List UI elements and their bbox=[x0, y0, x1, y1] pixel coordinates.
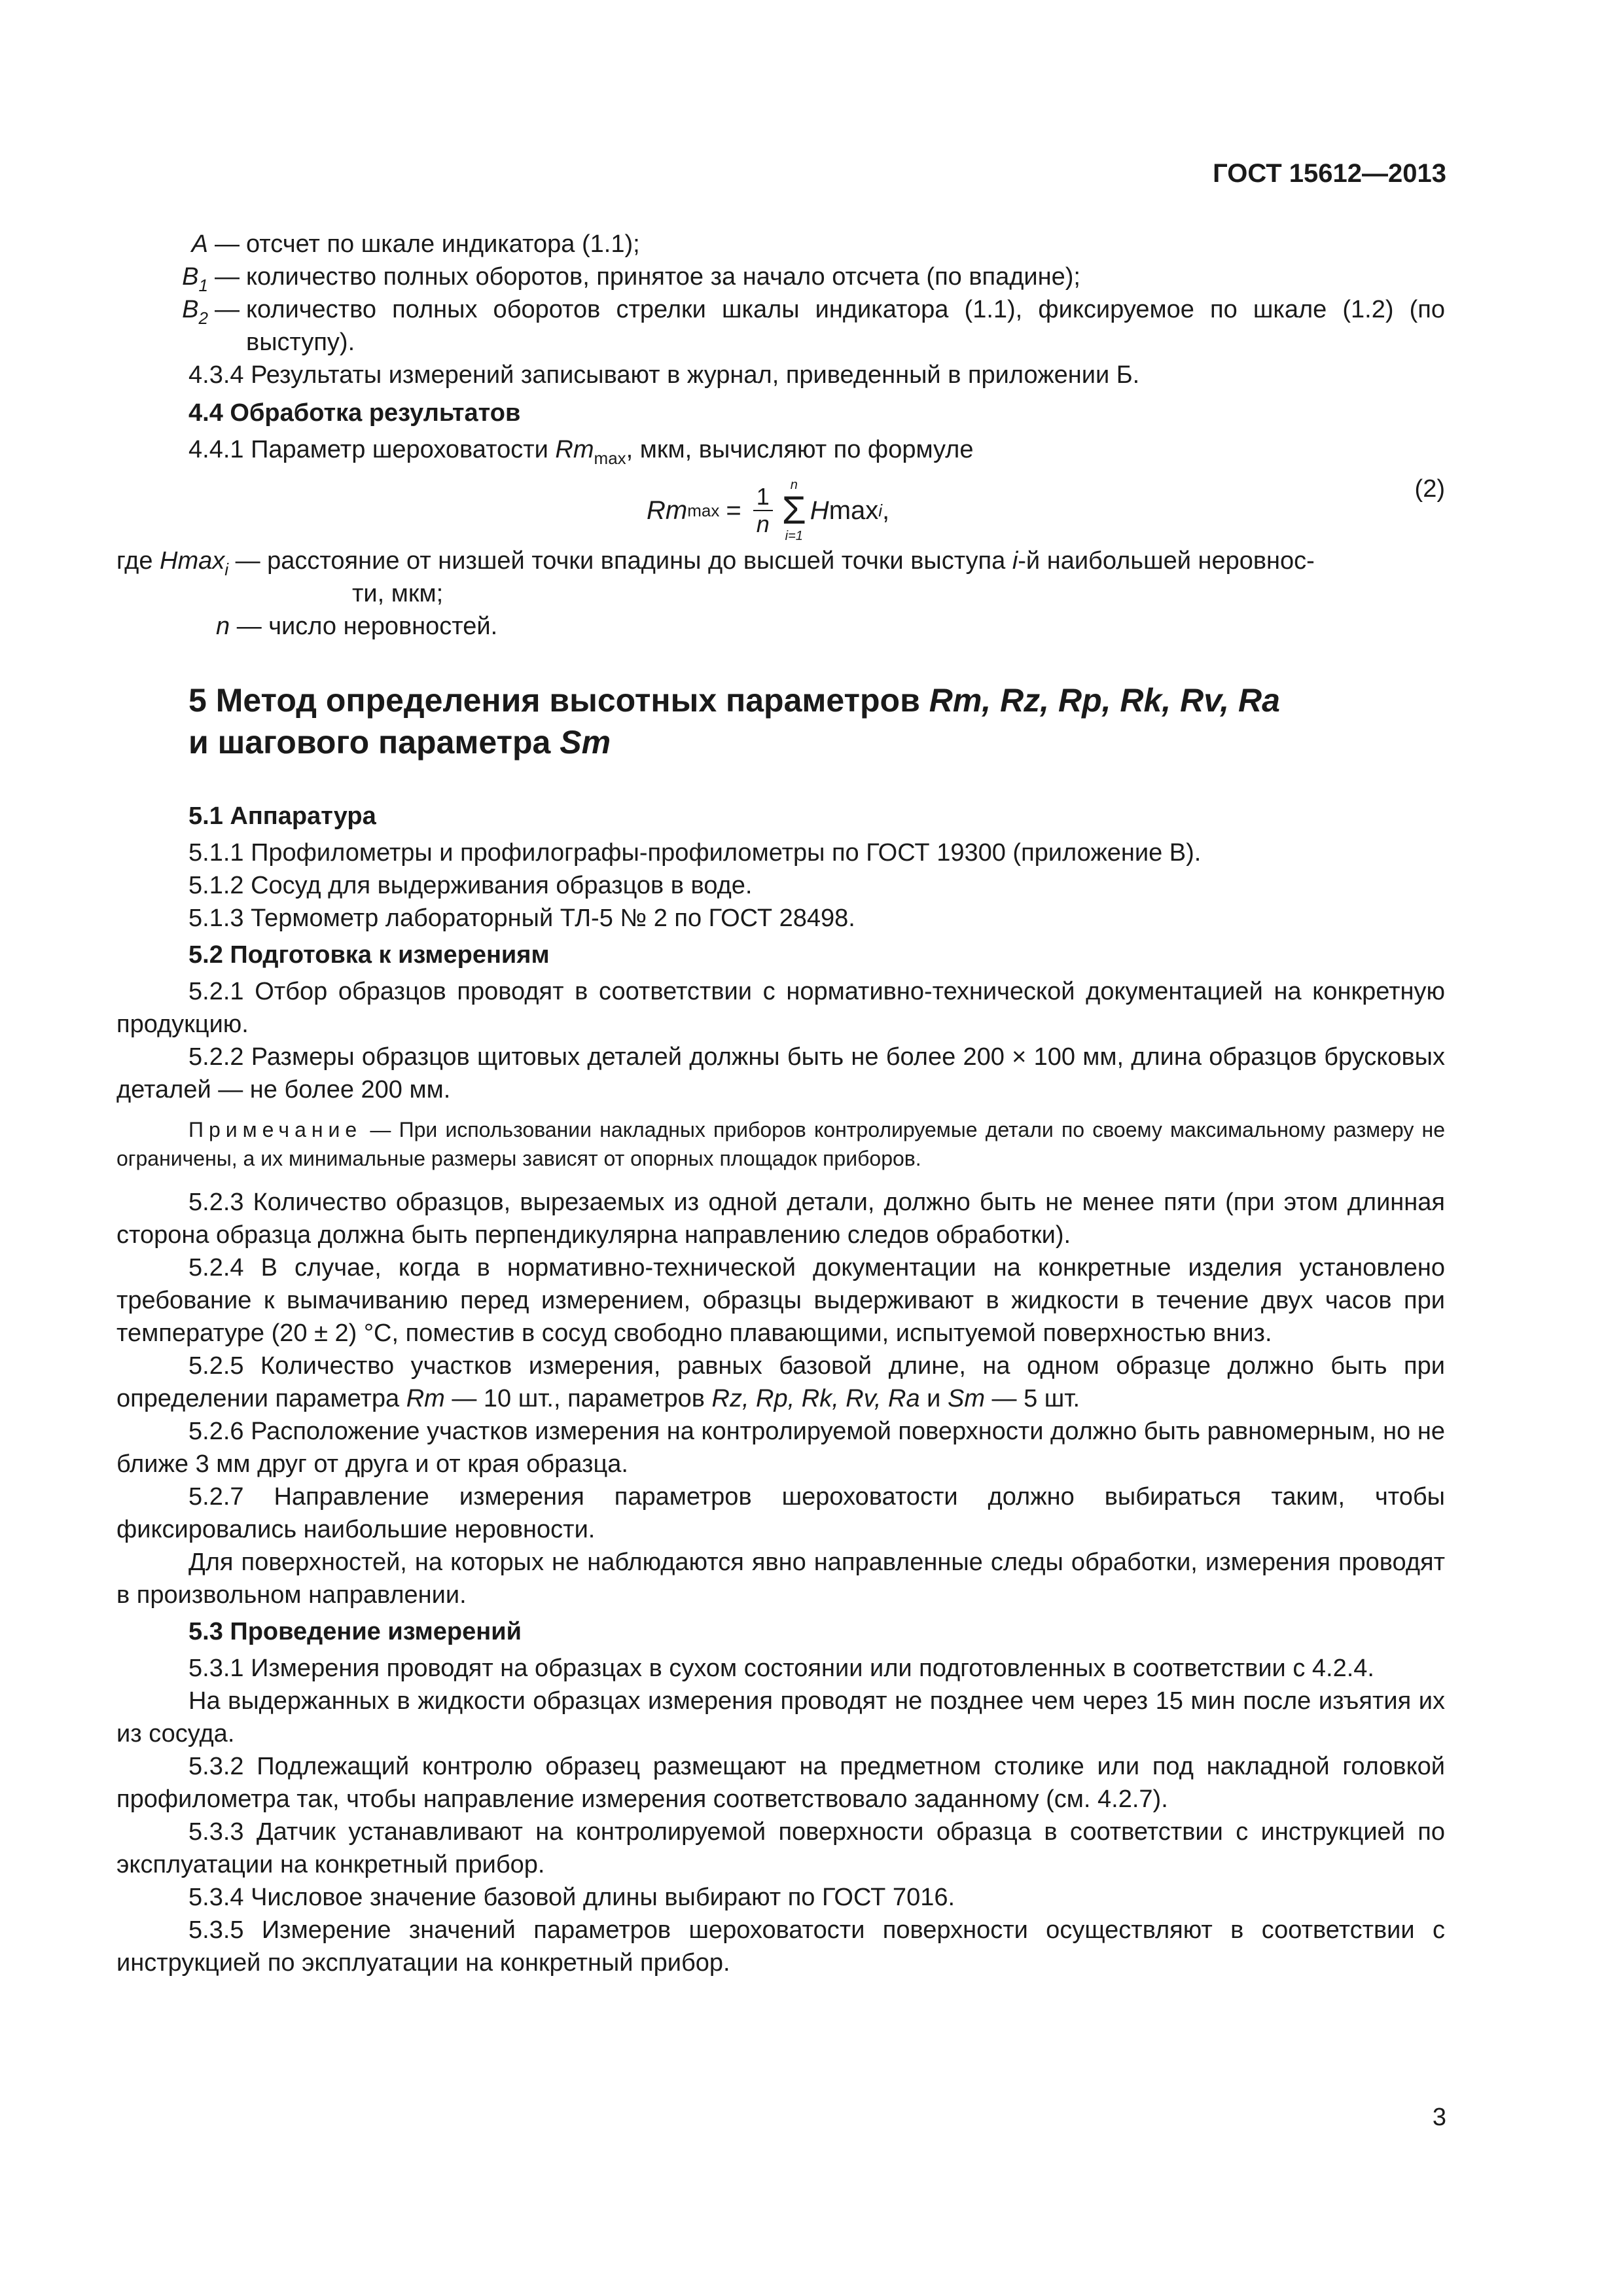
definition-B2 bbox=[116, 293, 1445, 359]
paragraph-5-2-7-b: Для поверхностей, на которых не наблюдаются явно направленные следы обработки, измерения проводят в произвольном направлении. bbox=[116, 1549, 1445, 1609]
page-number: 3 bbox=[1432, 2104, 1446, 2131]
definition-symbol: A bbox=[191, 230, 208, 258]
paragraph-5-3-1: 5.3.1 Измерения проводят на образцах в сухом состоянии или подготовленных в соответствии с 4.2.4. bbox=[188, 1655, 1374, 1682]
note bbox=[116, 1115, 1445, 1173]
heading-5-2: 5.2 Подготовка к измерениям bbox=[188, 941, 550, 969]
definition-dash: — bbox=[215, 230, 240, 258]
fraction: $\frac{1}{n}$ bbox=[753, 484, 773, 537]
paragraph-5-2-7: 5.2.7 Направление измерения параметров шероховатости должно выбираться таким, чтобы фиксировались наибольшие неровности. bbox=[116, 1483, 1445, 1543]
paragraph-5-3-2: 5.3.2 Подлежащий контролю образец размещают на предметном столике или под накладной головкой профилометра так, чтобы направление измерения соответствовало заданному (см. 4.2.7). bbox=[116, 1753, 1445, 1813]
paragraph-5-3-3: 5.3.3 Датчик устанавливают на контролируемой поверхности образца в соответствии с инструкцией по эксплуатации на конкретный прибор. bbox=[116, 1818, 1445, 1878]
where-clause: где Hmax$_i$ — расстояние от низшей точки впадины до высшей точки выступа i-й наибольшей неровнос- bbox=[116, 547, 1315, 579]
formula-2: Rm max = $\frac{1}{n}$ n Σ i=1 H max i , bbox=[647, 478, 890, 543]
paragraph-5-2-1: 5.2.1 Отбор образцов проводят в соответствии с нормативно-технической документацией на конкретную продукцию. bbox=[116, 978, 1445, 1038]
definition-symbol: $B_1$ bbox=[182, 263, 208, 295]
standard-header: ГОСТ 15612—2013 bbox=[1213, 159, 1446, 188]
heading-5-3: 5.3 Проведение измерений bbox=[188, 1618, 522, 1645]
paragraph-5-3-4: 5.3.4 Числовое значение базовой длины выбирают по ГОСТ 7016. bbox=[188, 1884, 955, 1911]
paragraph-5-3-5: 5.3.5 Измерение значений параметров шероховатости поверхности осуществляют в соответствии с инструкцией по эксплуатации на конкретный прибор. bbox=[116, 1916, 1445, 1977]
paragraph-5-2-5: 5.2.5 Количество участков измерения, равных базовой длине, на одном образце должно быть при определении параметра Rm — 10 шт., параметров Rz, Rp, Rk, Rv, Ra и Sm — 5 шт. bbox=[116, 1352, 1445, 1412]
paragraph-5-2-2: 5.2.2 Размеры образцов щитовых деталей должны быть не более 200 × 100 мм, длина образцов брусковых деталей — не более 200 мм. bbox=[116, 1043, 1445, 1103]
definition-text: количество полных оборотов, принятое за начало отсчета (по впадине); bbox=[246, 263, 1080, 291]
note-label: Примечание bbox=[188, 1118, 363, 1141]
paragraph-5-2-3: 5.2.3 Количество образцов, вырезаемых из одной детали, должно быть не менее пяти (при этом длинная сторона образца должна быть перпендикулярна направлению следов обработки). bbox=[116, 1189, 1445, 1249]
paragraph-5-3-1-b: На выдержанных в жидкости образцах измерения проводят не позднее чем через 15 мин после изъятия их из сосуда. bbox=[116, 1687, 1445, 1748]
definition-symbol: $B_2$ bbox=[182, 296, 208, 328]
definition-B1 bbox=[116, 260, 1445, 293]
summation-sign: n Σ i=1 bbox=[781, 478, 806, 543]
where-continuation: ти, мкм; bbox=[352, 580, 444, 607]
paragraph-5-1-3: 5.1.3 Термометр лабораторный ТЛ-5 № 2 по ГОСТ 28498. bbox=[188, 905, 855, 932]
paragraph-4-3-4: 4.3.4 Результаты измерений записывают в журнал, приведенный в приложении Б. bbox=[188, 361, 1140, 389]
paragraph-5-1-1: 5.1.1 Профилометры и профилографы-профилометры по ГОСТ 19300 (приложение В). bbox=[188, 839, 1202, 867]
paragraph-5-2-4: 5.2.4 В случае, когда в нормативно-технической документации на конкретные изделия установлено требование к вымачиванию перед измерением, образцы выдерживают в жидкости в течение двух часов при температуре (20 ± 2) °С, поместив в сосуд свободно плавающими, испытуемой поверхностью вниз. bbox=[116, 1254, 1445, 1347]
paragraph-4-4-1: 4.4.1 Параметр шероховатости $Rm_{max}$, мкм, вычисляют по формуле bbox=[188, 436, 974, 468]
heading-5-1: 5.1 Аппаратура bbox=[188, 802, 376, 830]
equation-number: (2) bbox=[1414, 475, 1445, 503]
definition-dash: — bbox=[215, 296, 240, 323]
definition-dash: — bbox=[215, 263, 240, 291]
paragraph-5-1-2: 5.1.2 Сосуд для выдерживания образцов в воде. bbox=[188, 872, 753, 899]
definition-text: количество полных оборотов стрелки шкалы индикатора (1.1), фиксируемое по шкале (1.2) (по выступу). bbox=[246, 296, 1445, 356]
paragraph-5-2-6: 5.2.6 Расположение участков измерения на контролируемой поверхности должно быть равномерным, но не ближе 3 мм друг от друга и от края образца. bbox=[116, 1418, 1445, 1478]
definition-A bbox=[116, 228, 1445, 260]
where-n-definition: n — число неровностей. bbox=[216, 613, 498, 640]
note-text: — При использовании накладных приборов контролируемые детали по своему максимальному размеру не ограничены, а их минимальные размеры зависят от опорных площадок приборов. bbox=[116, 1118, 1446, 1170]
page-content bbox=[116, 228, 1445, 1979]
formula-block bbox=[116, 466, 1445, 545]
section-5-heading: 5 Метод определения высотных параметров Rm, Rz, Rp, Rk, Rv, Ra и шагового параметра Sm bbox=[188, 682, 1280, 761]
definition-text: отсчет по шкале индикатора (1.1); bbox=[246, 230, 640, 258]
heading-4-4: 4.4 Обработка результатов bbox=[188, 399, 521, 427]
